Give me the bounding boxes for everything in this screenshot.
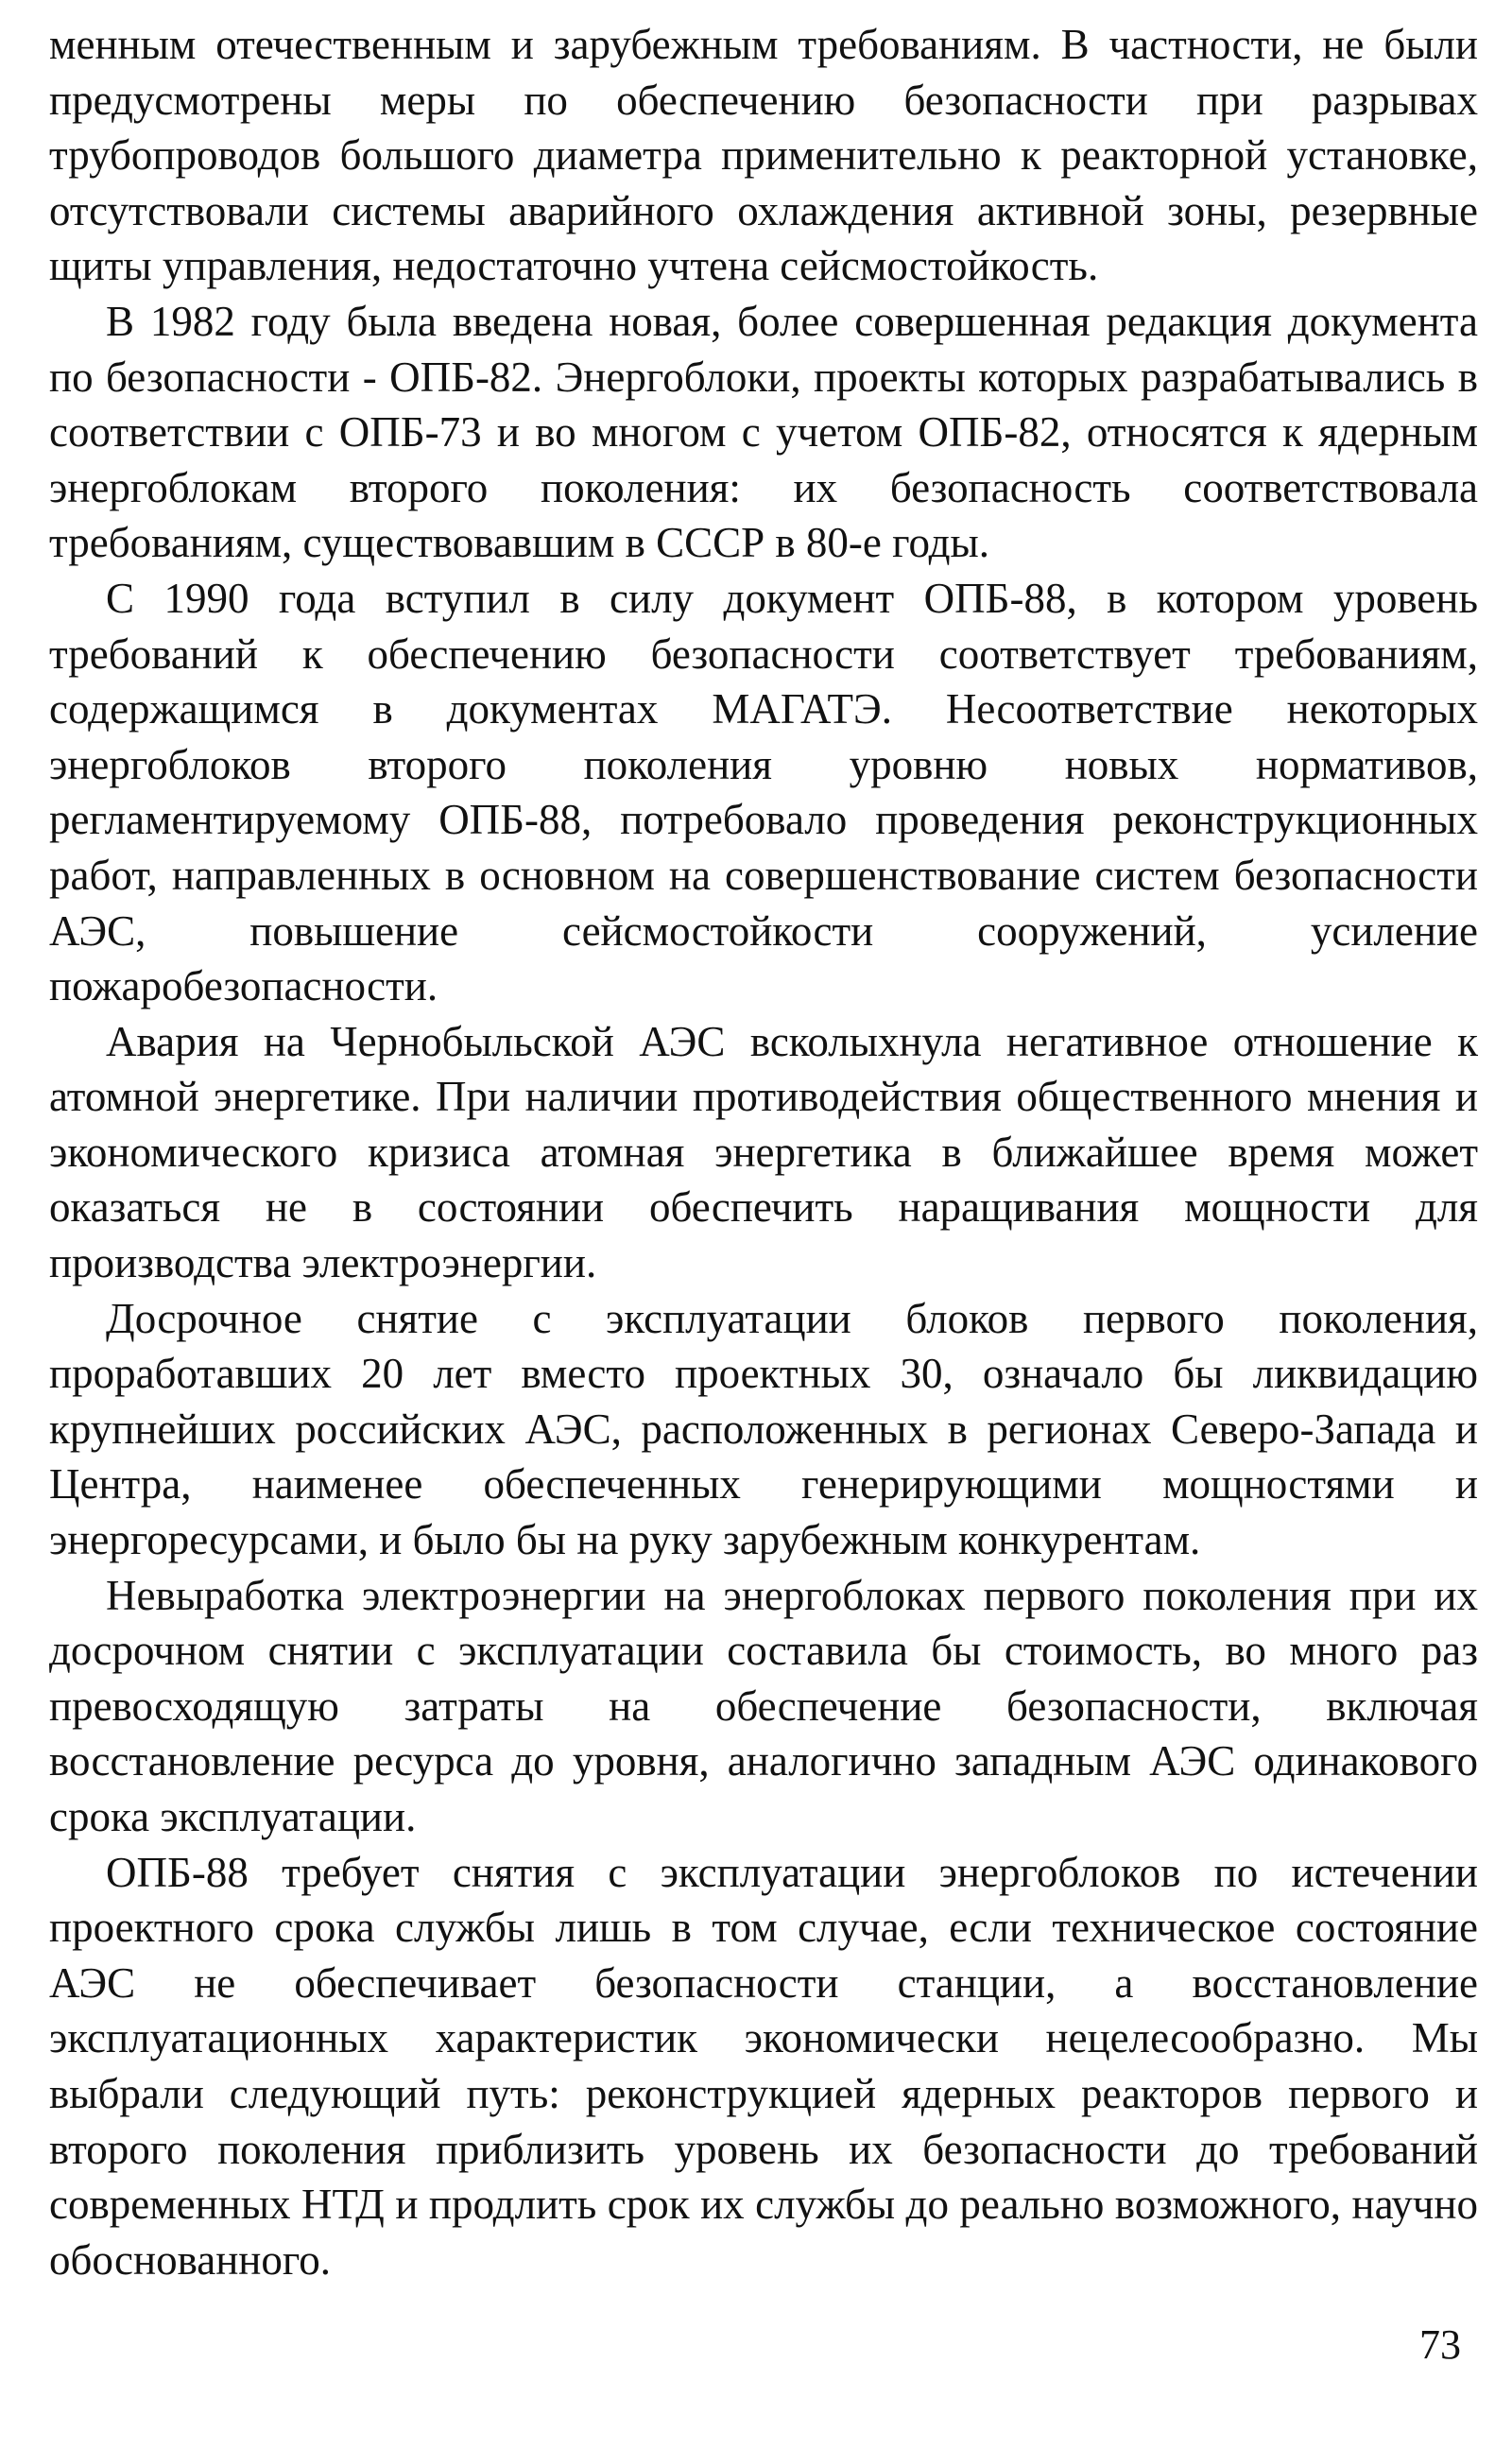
book-page	[49, 17, 1478, 2437]
body-text	[49, 17, 1478, 2287]
page-number: 73	[1419, 2321, 1461, 2368]
paragraph-early-decommissioning: Досрочное снятие с эксплуатации блоков первого поколения, проработавших 20 лет вместо проектных 30, означало бы ликвидацию крупнейших российских АЭС, расположенных в регионах Северо-Запада и Центра, наименее обеспеченных генерирующими мощностями и энергоресурсами, и было бы на руку зарубежным конкурентам.	[49, 1294, 1478, 1564]
paragraph-chosen-path: ОПБ-88 требует снятия с эксплуатации энергоблоков по истечении проектного срока службы лишь в том случае, если техническое состояние АЭС не обеспечивает безопасности станции, а восстановление эксплуатационных характеристик экономически нецелесообразно. Мы выбрали следующий путь: реконструкцией ядерных реакторов первого и второго поколения приблизить уровень их безопасности до требований современных НТД и продлить срок их службы до реально возможного, научно обоснованного.	[49, 1848, 1478, 2284]
paragraph-opb-88: С 1990 года вступил в силу документ ОПБ-88, в котором уровень требований к обеспечению безопасности соответствует требованиям, содержащимся в документах МАГАТЭ. Несоответствие некоторых энергоблоков второго поколения уровню новых нормативов, регламентируемому ОПБ-88, потребовало проведения реконструкционных работ, направленных в основном на совершенствование систем безопасности АЭС, повышение сейсмостойкости сооружений, усиление пожаробезопасности.	[49, 574, 1478, 1010]
paragraph-continued: менным отечественным и зарубежным требованиям. В частности, не были предусмотрены меры по обеспечению безопасности при разрывах трубопроводов большого диаметра применительно к реакторной установке, отсутствовали системы аварийного охлаждения активной зоны, резервные щиты управления, недостаточно учтена сейсмостойкость.	[49, 21, 1478, 290]
paragraph-opb-82: В 1982 году была введена новая, более совершенная редакция документа по безопасности - ОПБ-82. Энергоблоки, проекты которых разрабатывались в соответствии с ОПБ-73 и во многом с учетом ОПБ-82, относятся к ядерным энергоблокам второго поколения: их безопасность соответствовала требованиям, существовавшим в СССР в 80-е годы.	[49, 297, 1478, 567]
paragraph-energy-loss: Невыработка электроэнергии на энергоблоках первого поколения при их досрочном снятии с эксплуатации составила бы стоимость, во много раз превосходящую затраты на обеспечение безопасности, включая восстановление ресурса до уровня, аналогично западным АЭС одинакового срока эксплуатации.	[49, 1571, 1478, 1840]
paragraph-chernobyl: Авария на Чернобыльской АЭС всколыхнула негативное отношение к атомной энергетике. При наличии противодействия общественного мнения и экономического кризиса атомная энергетика в ближайшее время может оказаться не в состоянии обеспечить наращивания мощности для производства электроэнергии.	[49, 1017, 1478, 1287]
